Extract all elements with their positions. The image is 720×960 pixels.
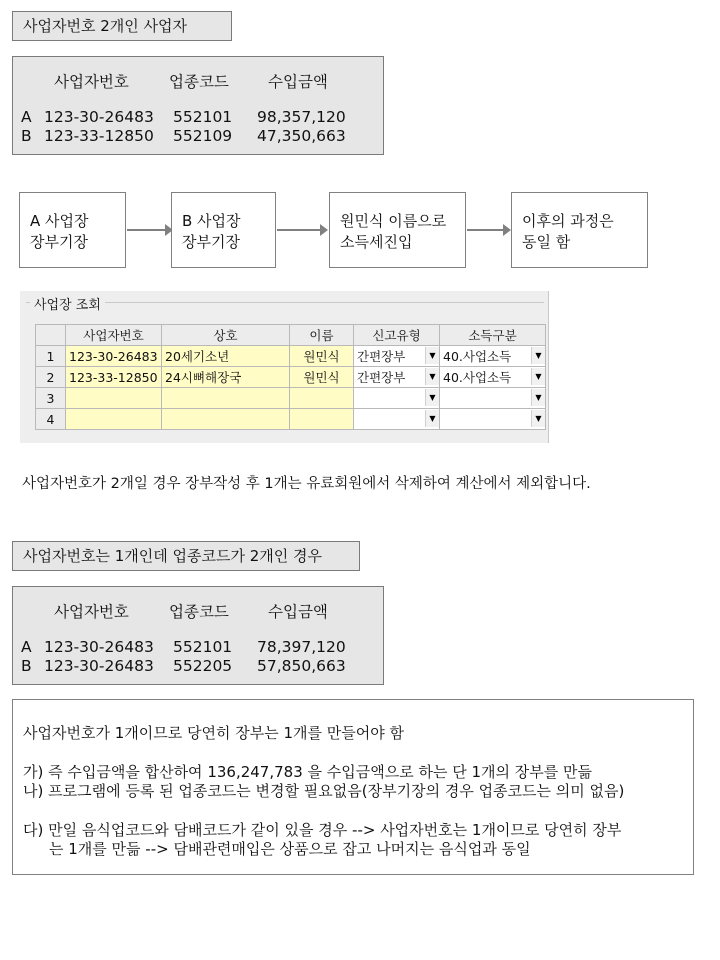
dropdown-arrow-icon[interactable]: ▼ [531, 410, 545, 427]
row-label: B [21, 127, 32, 145]
flow-arrow-2 [277, 229, 322, 231]
row-amount: 78,397,120 [257, 638, 346, 656]
grid-cell-type-dropdown[interactable] [354, 409, 440, 430]
grid-cell-income-dropdown[interactable] [440, 367, 546, 388]
explain-intro: 사업자번호가 1개이므로 당연히 장부는 1개를 만들어야 함 [23, 724, 404, 742]
dropdown-arrow-icon[interactable]: ▼ [425, 368, 439, 385]
grid-row-number: 3 [36, 388, 66, 409]
explanation-box [12, 699, 694, 875]
grid-cell-type-value: 간편장부 [357, 370, 406, 385]
dropdown-arrow-icon[interactable]: ▼ [531, 389, 545, 406]
grid-cell-person[interactable] [290, 409, 354, 430]
section2-title: 사업자번호는 1개인데 업종코드가 2개인 경우 [12, 541, 360, 571]
explain-item-na: 나) 프로그램에 등록 된 업종코드는 변경할 필요없음(장부기장의 경우 업종코드는 의미 없음) [23, 782, 625, 800]
grid-cell-income-dropdown[interactable] [440, 388, 546, 409]
grid-cell-name[interactable] [162, 409, 290, 430]
flow-arrow-1 [127, 229, 167, 231]
row-bizno: 123-33-12850 [44, 127, 154, 145]
row-bizno: 123-30-26483 [44, 638, 154, 656]
row-code: 552101 [173, 108, 233, 126]
header-bizno: 사업자번호 [54, 603, 129, 621]
grid-cell-person[interactable] [290, 388, 354, 409]
section2-header-row [13, 600, 383, 620]
grid-cell-bizno[interactable] [66, 409, 162, 430]
dropdown-arrow-icon[interactable]: ▼ [425, 410, 439, 427]
grid-cell-income-value: 40.사업소득 [443, 349, 512, 364]
header-code: 업종코드 [169, 603, 229, 621]
grid-header-income[interactable]: 소득구분 [440, 325, 546, 346]
grid-header-person[interactable]: 이름 [290, 325, 354, 346]
grid-cell-name[interactable]: 24시뼈해장국 [162, 367, 290, 388]
row-code: 552109 [173, 127, 233, 145]
flow-step-4-line2: 동일 함 [522, 233, 571, 251]
flow-step-2-line1: B 사업장 [182, 212, 241, 230]
header-bizno: 사업자번호 [54, 73, 129, 91]
dropdown-arrow-icon[interactable]: ▼ [531, 368, 545, 385]
row-code: 552205 [173, 657, 233, 675]
grid-row[interactable] [36, 367, 546, 388]
flow-step-3-line1: 원민식 이름으로 [340, 212, 447, 230]
grid-cell-type-dropdown[interactable] [354, 388, 440, 409]
row-amount: 47,350,663 [257, 127, 346, 145]
grid-cell-type-dropdown[interactable] [354, 346, 440, 367]
explain-item-ga: 가) 즉 수입금액을 합산하여 136,247,783 을 수입금액으로 하는 단 1개의 장부를 만듦 [23, 763, 592, 781]
section2-row-a [13, 638, 383, 658]
panel-title: 사업장 조회 [30, 294, 105, 313]
dropdown-arrow-icon[interactable]: ▼ [531, 347, 545, 364]
section1-row-b [13, 127, 383, 147]
section1-row-a [13, 108, 383, 128]
section2-row-b [13, 657, 383, 677]
row-bizno: 123-30-26483 [44, 657, 154, 675]
flow-step-3 [329, 192, 466, 268]
flow-step-1-line1: A 사업장 [30, 212, 89, 230]
section1-title: 사업자번호 2개인 사업자 [12, 11, 232, 41]
section1-header-row [13, 70, 383, 90]
grid-header-name[interactable]: 상호 [162, 325, 290, 346]
flow-arrow-3 [467, 229, 505, 231]
header-amount: 수입금액 [268, 73, 328, 91]
grid-row[interactable] [36, 388, 546, 409]
row-label: A [21, 638, 32, 656]
grid-header-bizno[interactable]: 사업자번호 [66, 325, 162, 346]
flow-step-1 [19, 192, 126, 268]
grid-cell-name[interactable]: 20세기소년 [162, 346, 290, 367]
row-bizno: 123-30-26483 [44, 108, 154, 126]
row-amount: 57,850,663 [257, 657, 346, 675]
grid-row-number: 1 [36, 346, 66, 367]
grid-cell-bizno[interactable]: 123-33-12850 [66, 367, 162, 388]
section1-info-box [12, 56, 384, 155]
explain-item-da-2: 는 1개를 만듦 --> 담배관련매입은 상품으로 잡고 나머지는 음식업과 동일 [49, 840, 531, 858]
business-lookup-panel [20, 291, 549, 443]
grid-cell-income-dropdown[interactable] [440, 346, 546, 367]
grid-cell-bizno[interactable]: 123-30-26483 [66, 346, 162, 367]
note-delete-one: 사업자번호가 2개일 경우 장부작성 후 1개는 유료회원에서 삭제하여 계산에서 제외합니다. [22, 476, 591, 492]
grid-cell-income-dropdown[interactable] [440, 409, 546, 430]
header-code: 업종코드 [169, 73, 229, 91]
header-amount: 수입금액 [268, 603, 328, 621]
grid-cell-person[interactable]: 원민식 [290, 346, 354, 367]
flow-step-1-line2: 장부기장 [30, 233, 88, 251]
dropdown-arrow-icon[interactable]: ▼ [425, 347, 439, 364]
grid-row-number: 4 [36, 409, 66, 430]
business-grid [35, 324, 546, 430]
flow-step-4 [511, 192, 648, 268]
grid-header-type[interactable]: 신고유형 [354, 325, 440, 346]
grid-cell-type-dropdown[interactable] [354, 367, 440, 388]
grid-header-rownum [36, 325, 66, 346]
row-code: 552101 [173, 638, 233, 656]
grid-header-row [36, 325, 546, 346]
flow-step-4-line1: 이후의 과정은 [522, 212, 614, 230]
section2-info-box [12, 586, 384, 685]
grid-row[interactable] [36, 346, 546, 367]
row-label: A [21, 108, 32, 126]
grid-row[interactable] [36, 409, 546, 430]
grid-cell-bizno[interactable] [66, 388, 162, 409]
grid-cell-income-value: 40.사업소득 [443, 370, 512, 385]
flow-step-3-line2: 소득세진입 [340, 233, 413, 251]
flow-step-2 [171, 192, 276, 268]
explain-item-da-1: 다) 만일 음식업코드와 담배코드가 같이 있을 경우 --> 사업자번호는 1개이므로 당연히 장부 [23, 821, 622, 839]
grid-cell-person[interactable]: 원민식 [290, 367, 354, 388]
grid-cell-name[interactable] [162, 388, 290, 409]
grid-row-number: 2 [36, 367, 66, 388]
row-amount: 98,357,120 [257, 108, 346, 126]
flow-step-2-line2: 장부기장 [182, 233, 240, 251]
row-label: B [21, 657, 32, 675]
grid-cell-type-value: 간편장부 [357, 349, 406, 364]
dropdown-arrow-icon[interactable]: ▼ [425, 389, 439, 406]
